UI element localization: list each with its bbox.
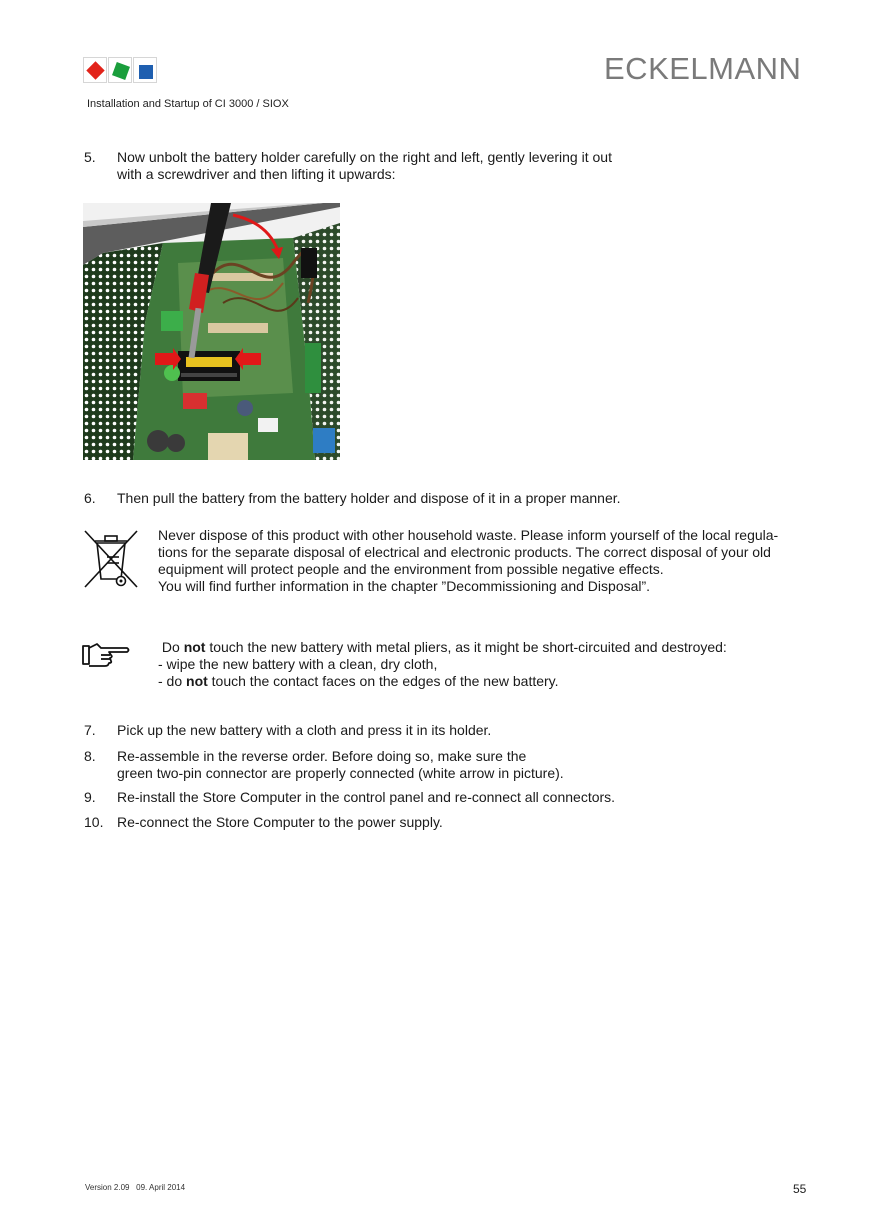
step-10 [84, 814, 784, 831]
disposal-note-line: You will find further information in the chapter ”Decommissioning and Disposal”. [158, 578, 651, 594]
text-segment: - do [158, 673, 187, 689]
step-8 [84, 748, 784, 782]
step-text-line: Pick up the new battery with a cloth and press it in its holder. [117, 722, 492, 738]
circuit-board-photo [83, 203, 340, 460]
disposal-note-line: Never dispose of this product with other household waste. Please inform yourself of the local regula- [158, 527, 779, 543]
battery-note-line: - wipe the new battery with a clean, dry cloth, [158, 656, 438, 672]
text-segment: touch the new battery with metal pliers, as it might be short-circuited and destroyed: [205, 639, 727, 655]
emphasis: not [183, 639, 206, 655]
disposal-note-line: equipment will protect people and the environment from possible negative effects. [158, 561, 664, 577]
disposal-note-line: tions for the separate disposal of electrical and electronic products. The correct disposal of your old [158, 544, 771, 560]
step-number: 7. [84, 722, 96, 738]
step-text-line: Re-connect the Store Computer to the power supply. [117, 814, 443, 830]
brand-name: ECKELMANN [604, 51, 802, 86]
battery-note-line [158, 673, 727, 690]
step-text-line: Then pull the battery from the battery holder and dispose of it in a proper manner. [117, 490, 621, 506]
step-number: 5. [84, 149, 96, 165]
step-text-line: green two-pin connector are properly connected (white arrow in picture). [117, 765, 564, 781]
step-text-line: Re-install the Store Computer in the control panel and re-connect all connectors. [117, 789, 616, 805]
disposal-note [158, 527, 778, 595]
footer-version: Version 2.09 09. April 2014 [85, 1183, 186, 1192]
crossed-out-wheelie-bin-icon [83, 527, 139, 591]
step-5 [84, 149, 784, 183]
eckelmann-logo [83, 57, 157, 83]
pointing-hand-icon [81, 640, 131, 668]
battery-note-line [158, 639, 727, 656]
step-9 [84, 789, 784, 806]
step-7 [84, 722, 784, 739]
step-text-line: Re-assemble in the reverse order. Before doing so, make sure the [117, 748, 527, 764]
text-segment: Do [158, 639, 184, 655]
step-number: 9. [84, 789, 96, 805]
page-number: 55 [793, 1182, 807, 1196]
emphasis: not [186, 673, 208, 689]
battery-handling-note [158, 639, 727, 690]
step-number: 8. [84, 748, 96, 764]
text-segment: touch the contact faces on the edges of the new battery. [207, 673, 559, 689]
step-text-line: with a screwdriver and then lifting it upwards: [117, 166, 396, 182]
document-subtitle: Installation and Startup of CI 3000 / SIOX [87, 98, 289, 110]
step-number: 6. [84, 490, 96, 506]
step-number: 10. [84, 814, 104, 830]
step-text-line: Now unbolt the battery holder carefully on the right and left, gently levering it out [117, 149, 612, 165]
step-6 [84, 490, 784, 507]
